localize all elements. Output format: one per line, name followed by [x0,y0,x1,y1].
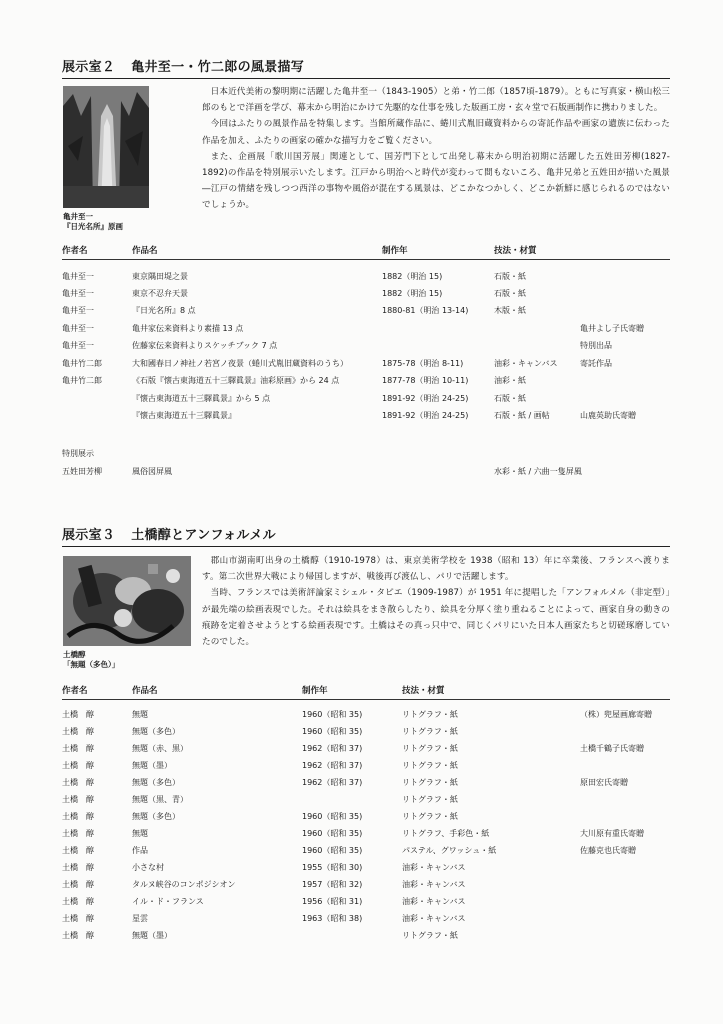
work-artist: 亀井竹二郎 [62,359,102,368]
work-year: 1875-78（明治 8-11) [382,359,464,368]
work-title: 《石版『懐古東海道五十三驛眞景』油彩原画》から 24 点 [132,376,340,385]
work-medium: 石版・紙 [494,289,526,298]
header-medium: 技法・材質 [402,686,445,696]
table-row [62,828,670,844]
work-note: 山鹿英助氏寄贈 [580,411,636,420]
header-year: 制作年 [302,686,328,696]
work-artist: 亀井至一 [62,306,94,315]
room2-label: 展示室２ [62,60,116,75]
work-note: 佐藤克也氏寄贈 [580,846,636,855]
work-medium: リトグラフ・紙 [402,812,458,821]
work-title: イル・ド・フランス [132,897,204,906]
work-artist: 土橋 醇 [62,778,94,787]
work-artist: 土橋 醇 [62,812,94,821]
work-artist: 亀井至一 [62,341,94,350]
work-artist: 土橋 醇 [62,914,94,923]
work-medium: リトグラフ、手彩色・紙 [402,829,490,838]
table-row [62,323,670,339]
work-year: 1962（昭和 37) [302,744,363,753]
work-title: 『懐古東海道五十三驛眞景』 [132,411,236,420]
work-title: 佐藤家伝来資料よりスケッチブック 7 点 [132,341,278,350]
work-year: 1955（昭和 30) [302,863,363,872]
room3-table-header [62,683,670,700]
work-title: 『日光名所』8 点 [132,306,196,315]
work-medium: 木版・紙 [494,306,526,315]
work-title: 無題（多色） [132,778,180,787]
work-year: 1891-92（明治 24-25) [382,411,469,420]
table-row [62,358,670,374]
work-title: 東京不忍弁天景 [132,289,188,298]
work-medium: 水彩・紙 / 六曲一隻屏風 [494,467,582,476]
work-artist: 土橋 醇 [62,744,94,753]
work-note: （株）兜屋画廊寄贈 [580,710,652,719]
work-medium: 石版・紙 [494,272,526,281]
work-artist: 亀井至一 [62,289,94,298]
table-row [62,271,670,287]
work-year: 1960（昭和 35) [302,846,363,855]
table-row [62,879,670,895]
untitled-multicolor-photo [63,556,191,646]
work-note: 原田宏氏寄贈 [580,778,628,787]
room3-label: 展示室３ [62,528,116,543]
work-title: 無題（黒、青） [132,795,188,804]
special-exhibit-label: 特別展示 [62,449,94,458]
work-title: 小さな村 [132,863,164,872]
work-year: 1960（昭和 35) [302,812,363,821]
work-title: 『懐古東海道五十三驛眞景』から 5 点 [132,394,271,403]
table-row [62,794,670,810]
work-artist: 土橋 醇 [62,897,94,906]
work-title: 大和國春日ノ神社ノ若宮ノ夜景（蜷川式胤旧蔵資料のうち） [132,359,348,368]
work-artist: 土橋 醇 [62,761,94,770]
room2-intro [202,84,670,214]
room2-table-header [62,243,670,260]
table-row [62,393,670,409]
table-row [62,288,670,304]
work-year: 1882（明治 15) [382,272,443,281]
header-year: 制作年 [382,246,408,256]
work-medium: 石版・紙 / 画帖 [494,411,550,420]
work-year: 1962（昭和 37) [302,778,363,787]
header-artist: 作者名 [62,246,88,256]
table-row [62,709,670,725]
caption-work: 『日光名所』原画 [63,222,123,231]
work-artist: 土橋 醇 [62,846,94,855]
table-row [62,410,670,426]
table-row [62,930,670,946]
work-artist: 亀井至一 [62,324,94,333]
intro-paragraph: 今回はふたりの風景作品を特集します。当館所蔵作品に、蜷川式胤旧蔵資料からの寄託作品や画家の遺族に伝わった作品を加え、ふたりの画家の確かな描写力をご覧ください。 [202,119,670,146]
table-row [62,340,670,356]
work-artist: 土橋 醇 [62,863,94,872]
work-year: 1956（昭和 31) [302,897,363,906]
work-note: 寄託作品 [580,359,612,368]
work-note: 土橋千鶴子氏寄贈 [580,744,644,753]
table-row [62,777,670,793]
work-title: 無題 [132,829,148,838]
header-medium: 技法・材質 [494,246,537,256]
work-artist: 土橋 醇 [62,829,94,838]
work-year: 1960（昭和 35) [302,829,363,838]
work-medium: 油彩・紙 [494,376,526,385]
room2-title: 亀井至一・竹二郎の風景描写 [131,60,305,75]
work-year: 1882（明治 15) [382,289,443,298]
work-medium: リトグラフ・紙 [402,727,458,736]
intro-paragraph: 当時、フランスでは美術評論家ミシェル・タピエ（1909-1987）が 1951 年に提唱した「アンフォルメル（非定型）」が最先端の絵画表現でした。それは絵具をまき散らしたり、絵具を分厚く塗り重ねることによって、画家自身の動きの痕跡を定着させようとする絵画表現です。土橋はその真っ只中で、同じくパリにいた日本人画家たちと切磋琢磨していたのでした。 [202,588,670,648]
work-year: 1962（昭和 37) [302,761,363,770]
room3-caption [63,650,119,670]
intro-paragraph: 日本近代美術の黎明期に活躍した亀井至一（1843-1905）と弟・竹二郎（1857頃-1879）。ともに写真家・横山松三郎のもとで洋画を学び、幕末から明治にかけて先駆的な仕事を残した版画工房・玄々堂で石版画制作に携わりました。 [202,87,670,114]
work-medium: リトグラフ・紙 [402,931,458,940]
work-note: 特別出品 [580,341,612,350]
table-row [62,743,670,759]
work-medium: 油彩・キャンバス [402,897,466,906]
work-title: 星雲 [132,914,148,923]
work-medium: 油彩・キャンバス [402,863,466,872]
work-artist: 土橋 醇 [62,727,94,736]
work-title: 作品 [132,846,148,855]
table-row [62,845,670,861]
work-note: 亀井よし子氏寄贈 [580,324,644,333]
work-medium: リトグラフ・紙 [402,761,458,770]
work-year: 1960（昭和 35) [302,710,363,719]
caption-artist: 亀井至一 [63,212,93,221]
work-title: 無題 [132,710,148,719]
table-row [62,811,670,827]
work-artist: 亀井至一 [62,272,94,281]
work-year: 1963（昭和 38) [302,914,363,923]
table-row [62,466,670,482]
work-medium: 油彩・キャンバス [402,914,466,923]
table-row [62,896,670,912]
room3-heading [62,524,670,547]
work-artist: 亀井竹二郎 [62,376,102,385]
table-row [62,862,670,878]
work-title: タルヌ峡谷のコンポジシオン [132,880,236,889]
table-row [62,913,670,929]
work-note: 大川原有重氏寄贈 [580,829,644,838]
nikko-painting-photo [63,86,149,208]
work-artist: 土橋 醇 [62,880,94,889]
work-title: 風俗図屏風 [132,467,172,476]
table-row [62,305,670,321]
work-title: 無題（多色） [132,727,180,736]
work-medium: リトグラフ・紙 [402,710,458,719]
work-medium: 石版・紙 [494,394,526,403]
intro-paragraph: また、企画展「歌川国芳展」関連として、国芳門下として出発し幕末から明治初期に活躍した五姓田芳柳(1827-1892)の作品を特別展示いたします。江戸から明治へと時代が変わって間もないころ、亀井兄弟と五姓田が描いた風景―江戸の情緒を残しつつ西洋の事物や風俗が混在する風景は、どこかなつかしく、どこか新鮮に感じられるのではないでしょうか。 [202,151,670,211]
table-row [62,375,670,391]
work-artist: 土橋 醇 [62,795,94,804]
header-artist: 作者名 [62,686,88,696]
work-title: 東京隅田堤之景 [132,272,188,281]
room3-intro [202,553,670,650]
work-medium: リトグラフ・紙 [402,778,458,787]
work-medium: 油彩・キャンバス [494,359,558,368]
work-title: 無題（赤、黒） [132,744,188,753]
work-medium: 油彩・キャンバス [402,880,466,889]
work-title: 無題（墨） [132,761,172,770]
room2-heading [62,56,670,79]
intro-paragraph: 郡山市湖南町出身の土橋醇（1910-1978）は、東京美術学校を 1938（昭和 13）年に卒業後、フランスへ渡ります。第二次世界大戦により帰国しますが、戦後再び渡仏し、パリで活躍します。 [202,556,670,583]
work-medium: リトグラフ・紙 [402,795,458,804]
work-artist: 五姓田芳柳 [62,467,102,476]
work-year: 1891-92（明治 24-25) [382,394,469,403]
work-title: 無題（墨） [132,931,172,940]
table-row [62,760,670,776]
work-title: 亀井家伝来資料より素描 13 点 [132,324,244,333]
work-title: 無題（多色） [132,812,180,821]
work-artist: 土橋 醇 [62,710,94,719]
work-year: 1957（昭和 32) [302,880,363,889]
caption-artist: 土橋醇 [63,650,86,659]
header-title: 作品名 [132,246,158,256]
work-year: 1960（昭和 35) [302,727,363,736]
room2-caption [63,212,123,232]
work-medium: パステル、グワッシュ・紙 [402,846,497,855]
header-title: 作品名 [132,686,158,696]
work-artist: 土橋 醇 [62,931,94,940]
table-row [62,726,670,742]
caption-work: 「無題（多色）」 [63,660,120,669]
work-medium: リトグラフ・紙 [402,744,458,753]
work-year: 1877-78（明治 10-11) [382,376,469,385]
work-year: 1880-81（明治 13-14) [382,306,469,315]
room3-title: 土橋醇とアンフォルメル [131,528,276,543]
